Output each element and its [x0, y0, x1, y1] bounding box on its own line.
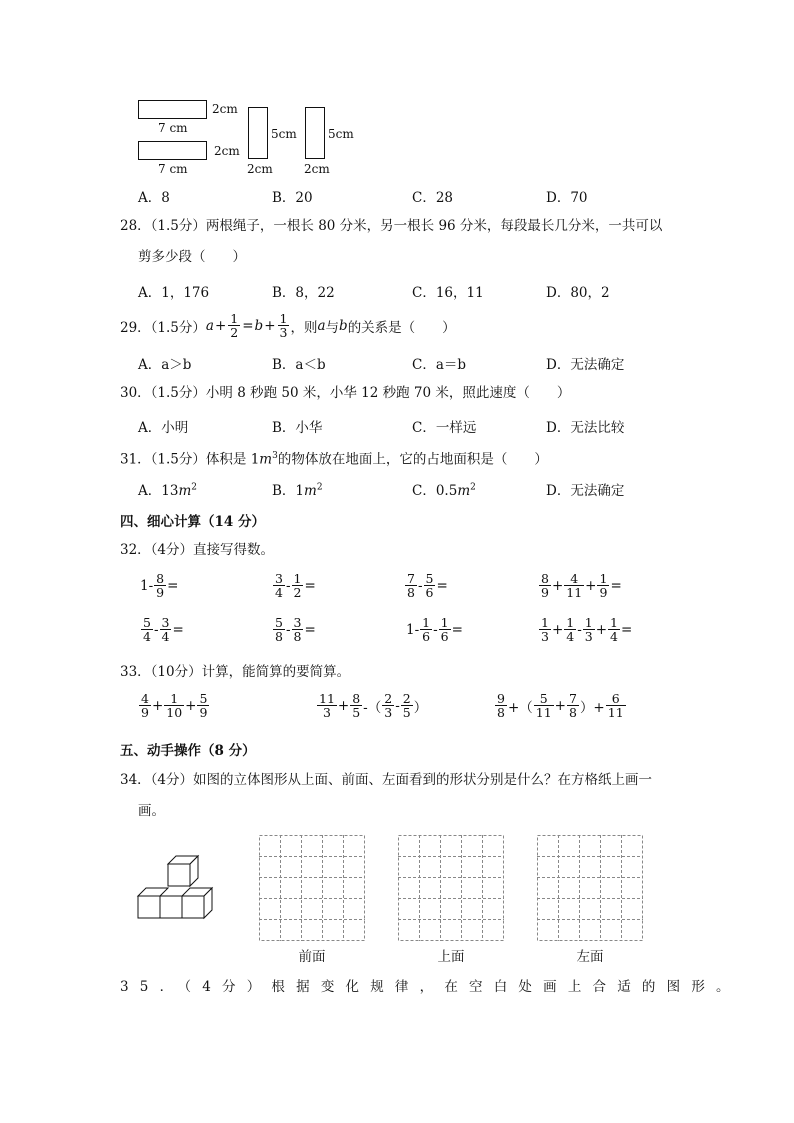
rect-1	[138, 100, 207, 119]
q34-question: 34．（4分）如图的立体图形从上面、前面、左面看到的形状分别是什么？在方格纸上画一	[120, 772, 653, 788]
dim-label: 2cm	[247, 162, 273, 176]
q33-question: 33．（10分）计算，能简算的要简算。	[120, 664, 351, 680]
fraction: $\frac{1}{2}$	[230, 311, 239, 340]
grid-front[interactable]	[259, 835, 365, 941]
q27-option-c: C．28	[412, 190, 454, 206]
q30-option-d: D．无法比较	[546, 420, 625, 436]
q30-option-a: A．小明	[138, 420, 189, 436]
q31-option-b: B．$1m^2$	[272, 482, 323, 499]
q32-expr: 1- $\frac{1}{6}$ - $\frac{1}{6}$ =	[406, 615, 463, 644]
q32-expr: $\frac{8}{9}$ + $\frac{4}{11}$ + $\frac{1}{9}$ =	[541, 571, 622, 600]
q31-option-d: D．无法确定	[546, 483, 625, 499]
q31-option-a: A．$13m^2$	[138, 482, 197, 499]
q27-option-b: B．20	[272, 190, 313, 206]
q33-expr-2: $\frac{11}{3}$ + $\frac{8}{5}$ -（ $\frac{2}{3}$ - $\frac{2}{5}$ ）	[319, 691, 428, 720]
rect-3	[248, 107, 268, 159]
rect-2	[138, 141, 207, 160]
grid-label-front: 前面	[298, 949, 326, 965]
q31-text: 的物体放在地面上，它的占地面积是（ ）	[277, 451, 548, 468]
rect-4	[305, 107, 325, 159]
section-heading: 四、细心计算（14 分）	[120, 514, 265, 530]
q29-option-b: B．a＜b	[272, 357, 326, 373]
q28-question-cont: 剪多少段（ ）	[138, 249, 246, 265]
q30-option-b: B．小华	[272, 420, 323, 436]
q29-text: ，则	[290, 319, 318, 336]
q33-expr-1: $\frac{4}{9}$ + $\frac{1}{10}$ + $\frac{5}{9}$	[141, 691, 208, 720]
q29-option-d: D．无法确定	[546, 357, 625, 373]
var-b: b	[339, 317, 348, 334]
dim-label: 2cm	[212, 102, 238, 116]
q29-option-c: C．a＝b	[412, 357, 467, 373]
q29-question	[120, 312, 456, 339]
q29-prefix: 29．（1.5分）	[120, 319, 206, 336]
grid-top[interactable]	[398, 835, 504, 941]
var-b: b	[254, 317, 264, 334]
dim-label: 2cm	[214, 144, 240, 158]
dim-label: 5cm	[328, 127, 354, 141]
fraction: $\frac{1}{3}$	[279, 311, 288, 340]
q29-option-a: A．a＞b	[138, 357, 192, 373]
q28-option-c: C．16，11	[412, 285, 484, 301]
operator: +	[264, 317, 276, 334]
unit: m	[259, 451, 273, 468]
exponent: 3	[272, 451, 278, 461]
q33-expr-3: $\frac{9}{8}$ +（ $\frac{5}{11}$ + $\frac{7}{8}$ ）+ $\frac{6}{11}$	[497, 691, 624, 720]
q32-expr: $\frac{5}{4}$ - $\frac{3}{4}$ =	[143, 615, 184, 644]
grid-left[interactable]	[537, 835, 643, 941]
q28-question: 28．（1.5分）两根绳子，一根长 80 分米，另一根长 96 分米，每段最长几分米，一共可以	[120, 218, 663, 234]
q31-text: 31．（1.5分）体积是 1	[120, 451, 260, 468]
q32-expr: $\frac{3}{4}$ - $\frac{1}{2}$ =	[275, 571, 316, 600]
q32-expr: $\frac{5}{8}$ - $\frac{3}{8}$ =	[275, 615, 316, 644]
var-a: a	[205, 317, 214, 334]
q29-text: 的关系是（ ）	[347, 319, 456, 336]
grid-label-top: 上面	[437, 949, 465, 965]
q34-question-cont: 画。	[138, 803, 165, 819]
q32-question: 32．（4分）直接写得数。	[120, 542, 275, 558]
dim-label: 5cm	[271, 127, 297, 141]
q28-option-b: B．8，22	[272, 285, 335, 301]
q35-question: 35．（4分）根据变化规律，在空白处画上合适的图形。	[120, 979, 741, 995]
q27-option-d: D．70	[546, 190, 588, 206]
q31-option-c: C．$0.5m^2$	[412, 482, 476, 499]
var-a: a	[317, 317, 326, 334]
dim-label: 7 cm	[158, 121, 188, 135]
dim-label: 7 cm	[158, 162, 188, 176]
q30-question: 30．（1.5分）小明 8 秒跑 50 米，小华 12 秒跑 70 米，照此速度（ ）	[120, 385, 571, 401]
q29-text: 与	[325, 319, 340, 336]
operator: +	[214, 317, 227, 334]
q31-question	[120, 447, 548, 469]
q32-expr: 1- $\frac{8}{9}$ =	[140, 571, 179, 600]
dim-label: 2cm	[304, 162, 330, 176]
grid-label-left: 左面	[576, 949, 604, 965]
q30-option-c: C．一样远	[412, 420, 477, 436]
cube-figure	[136, 854, 226, 920]
q27-option-a: A．8	[138, 190, 170, 206]
q32-expr: $\frac{1}{3}$ + $\frac{1}{4}$ - $\frac{1}{3}$ + $\frac{1}{4}$ =	[541, 615, 633, 644]
section-heading: 五、动手操作（8 分）	[120, 743, 256, 759]
q28-option-a: A．1，176	[138, 285, 210, 301]
q28-option-d: D．80，2	[546, 285, 610, 301]
operator: =	[242, 317, 254, 334]
q32-expr: $\frac{7}{8}$ - $\frac{5}{6}$ =	[407, 571, 448, 600]
